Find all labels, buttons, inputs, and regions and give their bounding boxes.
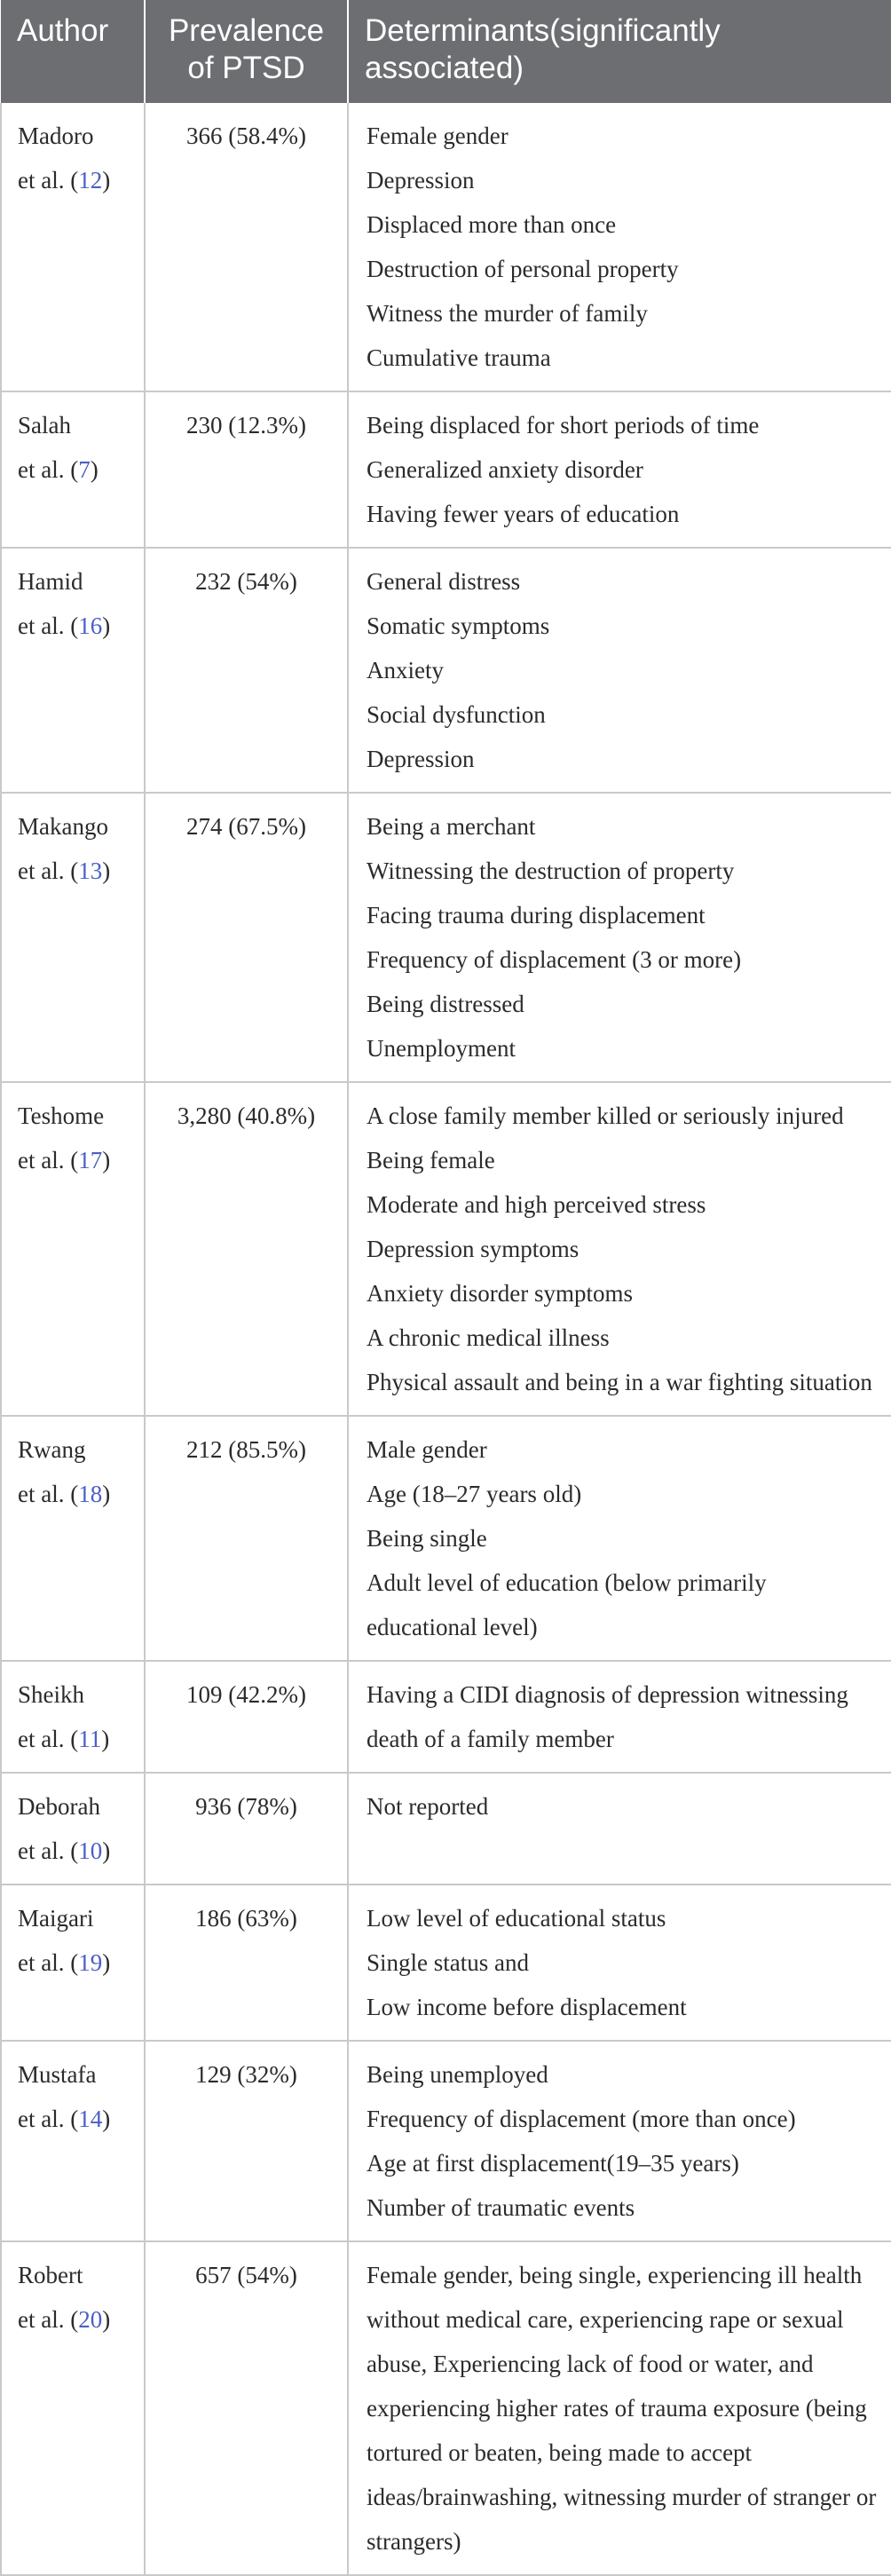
author-citation (18, 1829, 128, 1873)
determinant-item: Not reported (367, 1793, 489, 1820)
author-citation (18, 2297, 128, 2342)
determinant-item: Physical assault and being in a war fighting situation (367, 1369, 872, 1395)
determinant-item: Somatic symptoms (367, 612, 550, 639)
author-name: Sheikh (18, 1681, 85, 1708)
prevalence-cell: 936 (78%) (145, 1773, 348, 1885)
determinant-item: Having fewer years of education (367, 501, 680, 527)
author-name: Madoro (18, 122, 94, 149)
closing-paren: ) (102, 2106, 111, 2132)
determinants-cell (348, 103, 891, 391)
author-cell (1, 793, 145, 1082)
determinant-item: Number of traumatic events (367, 2194, 635, 2221)
reference-link[interactable]: 10 (78, 1837, 103, 1864)
table-row (1, 391, 891, 548)
et-al-text: et al. ( (18, 2306, 79, 2333)
determinant-item: Being unemployed (367, 2061, 548, 2088)
determinant-item: Female gender (367, 122, 509, 149)
author-citation (18, 158, 128, 202)
table-row (1, 1416, 891, 1661)
author-cell (1, 103, 145, 391)
table-row (1, 1661, 891, 1773)
closing-paren: ) (90, 456, 99, 483)
determinants-cell (348, 1773, 891, 1885)
table-row (1, 793, 891, 1082)
author-citation (18, 1717, 128, 1761)
closing-paren: ) (102, 857, 111, 884)
author-cell (1, 1773, 145, 1885)
et-al-text: et al. ( (18, 1481, 79, 1507)
prevalence-cell: 230 (12.3%) (145, 391, 348, 548)
header-author: Author (1, 0, 145, 103)
author-cell (1, 1416, 145, 1661)
determinants-cell (348, 1416, 891, 1661)
determinant-item: Depression (367, 167, 475, 194)
determinant-item: Being distressed (367, 991, 524, 1017)
determinant-item: Depression symptoms (367, 1236, 580, 1262)
reference-link[interactable]: 20 (78, 2306, 103, 2333)
author-name: Hamid (18, 568, 83, 595)
table-row (1, 1773, 891, 1885)
header-prevalence: Prevalence of PTSD (145, 0, 348, 103)
determinant-item: Low income before displacement (367, 1994, 687, 2020)
determinant-item: Frequency of displacement (3 or more) (367, 946, 742, 973)
determinants-cell (348, 391, 891, 548)
table-row (1, 2041, 891, 2241)
author-cell (1, 548, 145, 793)
determinant-item: Single status and (367, 1949, 529, 1976)
determinant-item: Cumulative trauma (367, 344, 551, 371)
determinant-item: Facing trauma during displacement (367, 902, 706, 928)
author-name: Maigari (18, 1905, 94, 1932)
table-row (1, 1885, 891, 2041)
author-citation (18, 2097, 128, 2141)
determinant-item: Being a merchant (367, 813, 536, 840)
determinants-cell (348, 1082, 891, 1416)
author-name: Teshome (18, 1102, 105, 1129)
author-cell (1, 1082, 145, 1416)
determinant-item: Anxiety (367, 657, 444, 684)
determinant-item: Anxiety disorder symptoms (367, 1280, 633, 1307)
et-al-text: et al. ( (18, 857, 79, 884)
table-row (1, 1082, 891, 1416)
prevalence-cell: 186 (63%) (145, 1885, 348, 2041)
prevalence-cell: 232 (54%) (145, 548, 348, 793)
et-al-text: et al. ( (18, 167, 79, 194)
author-name: Robert (18, 2262, 83, 2288)
closing-paren: ) (102, 167, 111, 194)
et-al-text: et al. ( (18, 612, 79, 639)
determinants-cell (348, 1661, 891, 1773)
reference-link[interactable]: 13 (78, 857, 103, 884)
determinant-item: A chronic medical illness (367, 1324, 610, 1351)
closing-paren: ) (102, 1837, 111, 1864)
author-name: Rwang (18, 1436, 86, 1463)
table-body (1, 103, 891, 2575)
reference-link[interactable]: 16 (78, 612, 103, 639)
author-citation (18, 1940, 128, 1985)
prevalence-cell: 109 (42.2%) (145, 1661, 348, 1773)
determinant-item: Being displaced for short periods of time (367, 412, 760, 439)
closing-paren: ) (102, 1949, 111, 1976)
author-cell (1, 391, 145, 548)
reference-link[interactable]: 19 (78, 1949, 103, 1976)
determinant-item: Social dysfunction (367, 701, 546, 728)
reference-link[interactable]: 11 (78, 1726, 102, 1752)
prevalence-cell: 129 (32%) (145, 2041, 348, 2241)
determinant-item: Being female (367, 1147, 495, 1173)
determinant-item: Age at first displacement(19–35 years) (367, 2150, 739, 2177)
header-row (1, 0, 891, 103)
et-al-text: et al. ( (18, 1837, 79, 1864)
author-citation (18, 447, 128, 492)
reference-link[interactable]: 12 (78, 167, 103, 194)
author-citation (18, 849, 128, 893)
et-al-text: et al. ( (18, 1726, 79, 1752)
determinant-item: Male gender (367, 1436, 487, 1463)
closing-paren: ) (101, 1726, 110, 1752)
determinant-item: Adult level of education (below primarily educational level) (367, 1569, 767, 1640)
determinant-item: Moderate and high perceived stress (367, 1191, 706, 1218)
author-name: Deborah (18, 1793, 100, 1820)
closing-paren: ) (102, 1481, 111, 1507)
determinant-item: Having a CIDI diagnosis of depression witnessing death of a family member (367, 1681, 848, 1752)
determinant-item: A close family member killed or seriously injured (367, 1102, 844, 1129)
et-al-text: et al. ( (18, 1147, 79, 1173)
reference-link[interactable]: 7 (78, 456, 91, 483)
table-row (1, 548, 891, 793)
author-name: Makango (18, 813, 108, 840)
author-cell (1, 1885, 145, 2041)
reference-link[interactable]: 17 (78, 1147, 103, 1173)
author-citation (18, 604, 128, 648)
table-header (1, 0, 891, 103)
author-cell (1, 2041, 145, 2241)
reference-link[interactable]: 18 (78, 1481, 103, 1507)
author-name: Mustafa (18, 2061, 97, 2088)
determinants-cell (348, 793, 891, 1082)
prevalence-cell: 657 (54%) (145, 2241, 348, 2575)
determinant-item: Generalized anxiety disorder (367, 456, 643, 483)
determinant-item: Frequency of displacement (more than once) (367, 2106, 796, 2132)
closing-paren: ) (102, 612, 111, 639)
et-al-text: et al. ( (18, 456, 79, 483)
author-name: Salah (18, 412, 71, 439)
table-row (1, 2241, 891, 2575)
determinant-item: Destruction of personal property (367, 256, 679, 282)
prevalence-cell: 3,280 (40.8%) (145, 1082, 348, 1416)
author-citation (18, 1472, 128, 1516)
determinant-item: General distress (367, 568, 521, 595)
determinant-item: Displaced more than once (367, 211, 617, 238)
author-cell (1, 2241, 145, 2575)
determinant-item: Being single (367, 1525, 487, 1552)
determinants-cell (348, 1885, 891, 2041)
reference-link[interactable]: 14 (78, 2106, 103, 2132)
et-al-text: et al. ( (18, 2106, 79, 2132)
author-citation (18, 1138, 128, 1182)
determinant-item: Unemployment (367, 1035, 516, 1062)
determinant-item: Female gender, being single, experiencing ill health without medical care, experiencing rape or sexual abuse, Experiencing lack of food or water, and experiencing higher rates of trauma exposure (being tortured or beaten, being made to accept ideas/brainwashing, witnessing murder of stranger or strangers) (367, 2262, 877, 2555)
determinant-item: Witnessing the destruction of property (367, 857, 735, 884)
determinants-cell (348, 2241, 891, 2575)
closing-paren: ) (102, 1147, 111, 1173)
et-al-text: et al. ( (18, 1949, 79, 1976)
determinant-item: Depression (367, 746, 475, 772)
table-row (1, 103, 891, 391)
determinant-item: Low level of educational status (367, 1905, 666, 1932)
determinants-cell (348, 548, 891, 793)
determinant-item: Age (18–27 years old) (367, 1481, 582, 1507)
determinants-cell (348, 2041, 891, 2241)
prevalence-cell: 274 (67.5%) (145, 793, 348, 1082)
determinant-item: Witness the murder of family (367, 300, 648, 327)
closing-paren: ) (102, 2306, 111, 2333)
header-determinants: Determinants(significantly associated) (348, 0, 891, 103)
prevalence-cell: 366 (58.4%) (145, 103, 348, 391)
prevalence-cell: 212 (85.5%) (145, 1416, 348, 1661)
author-cell (1, 1661, 145, 1773)
